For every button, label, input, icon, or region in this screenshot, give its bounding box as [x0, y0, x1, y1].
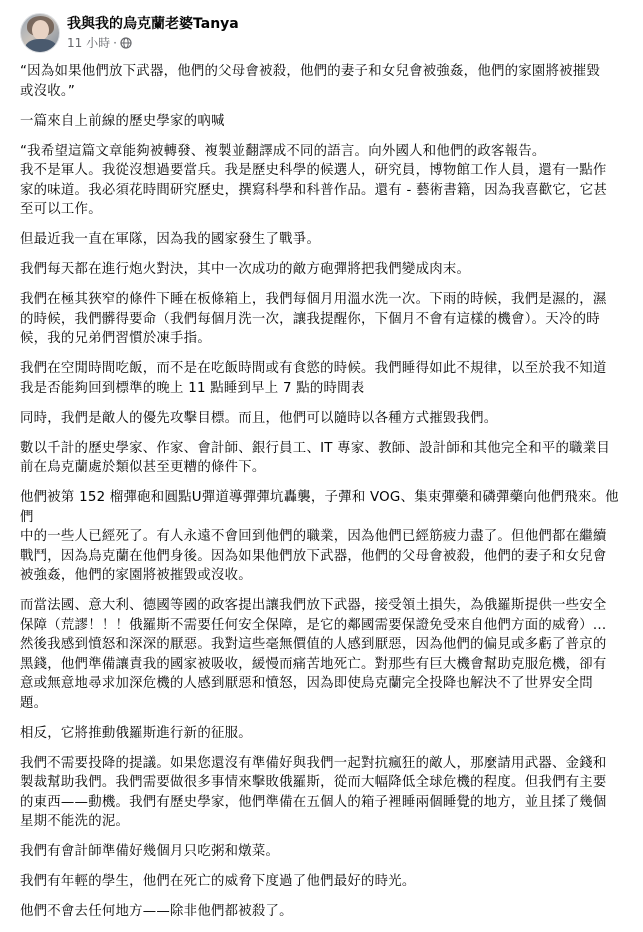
paragraph: 我們在空閒時間吃飯，而不是在吃飯時間或有食慾的時候。我們睡得如此不規律，以至於我不知道 我是否能夠回到標準的晚上 11 點睡到早上 7 點的時間表: [20, 361, 607, 396]
avatar-face: [32, 20, 49, 40]
paragraph: 他們被第 152 榴彈砲和圓點U彈道導彈彈坑轟襲，子彈和 VOG、集束彈藥和磷彈藥向他們飛來。他們 中的一些人已經死了。有人永遠不會回到他們的職業，因為他們已經筋疲力盡了。但他們都在繼續 戰鬥，因為烏克蘭在他們身後。因為如果他們放下武器，他們的父母會被殺，他們的妻子和女兒會 被強姦，他們的家園將被摧毀或沒收。: [20, 490, 619, 583]
paragraph: 我們有年輕的學生，他們在死亡的威脅下度過了他們最好的時光。: [20, 874, 416, 889]
paragraph: 我們每天都在進行炮火對決，其中一次成功的敵方砲彈將把我們變成肉末。: [20, 262, 471, 277]
globe-icon[interactable]: [120, 37, 132, 49]
paragraph: 我們有會計師準備好幾個月只吃粥和燉菜。: [20, 844, 280, 859]
post-header: [20, 13, 620, 53]
paragraph-quote: “因為如果他們放下武器，他們的父母會被殺，他們的妻子和女兒會被強姦，他們的家園將被摧毀 或沒收。”: [20, 64, 601, 99]
paragraph-intro: “我希望這篇文章能夠被轉發、複製並翻譯成不同的語言。向外國人和他們的政客報告。 我不是軍人。我從沒想過要當兵。我是歷史科學的候選人，研究員，博物館工作人員，還有一點作 家的味道。我必須花時間研究歷史，撰寫科學和科普作品。還有 - 藝術書籍，因為我喜歡它，它甚 至可以工作。: [20, 143, 607, 217]
meta-separator: ·: [113, 36, 117, 50]
paragraph: 我們在極其狹窄的條件下睡在板條箱上，我們每個月用溫水洗一次。下雨的時候，我們是濕的，濕 的時候，我們髒得要命（我們每個月洗一次，讓我提醒你，下個月不會有這樣的機會）。天冷的時 候，我的兄弟們習慣於凍手指。: [20, 292, 607, 346]
post-timestamp[interactable]: 11 小時: [67, 36, 111, 50]
author-name[interactable]: 我與我的烏克蘭老婆Tanya: [67, 16, 239, 32]
post-meta: [67, 35, 132, 51]
paragraph: 同時，我們是敵人的優先攻擊目標。而且，他們可以隨時以各種方式摧毀我們。: [20, 410, 498, 426]
paragraph: 數以千計的歷史學家、作家、會計師、銀行員工、IT 專家、教師、設計師和其他完全和平的職業目 前在烏克蘭處於類似甚至更糟的條件下。: [20, 440, 611, 475]
paragraph: 相反，它將推動俄羅斯進行新的征服。: [20, 725, 252, 741]
post-body: [20, 62, 624, 932]
author-avatar[interactable]: [20, 13, 60, 53]
paragraph: 但最近我一直在軍隊，因為我的國家發生了戰爭。: [20, 232, 321, 247]
paragraph: 我們不需要投降的提議。如果您還沒有準備好與我們一起對抗瘋狂的敵人，那麼請用武器、金錢和 製裁幫助我們。我們需要做很多事情來擊敗俄羅斯，從而大幅降低全球危機的程度。但我們有主要 的東西——動機。我們有歷史學家，他們準備在五個人的箱子裡睡兩個睡覺的地方，並且揉了幾個 星期不能洗的泥。: [20, 755, 607, 829]
paragraph: 而當法國、意大利、德國等國的政客提出讓我們放下武器，接受領土損失，為俄羅斯提供一些安全 保障（荒謬！！！俄羅斯不需要任何安全保障，是它的鄰國需要保證免受來自他們方面的威脅）... 然後我感到憤怒和深深的厭惡。我對這些毫無價值的人感到厭惡，因為他們的偏見或多虧了普京的 黑錢，他們準備讓責我的國家被吸收，緩慢而痛苦地死亡。對那些有巨大機會幫助克服危機，卻有 意或無意地尋求加深危機的人感到厭惡和憤怒，因為即使烏克蘭完全投降也解決不了世界安全問 題。: [20, 598, 607, 711]
paragraph: 他們不會去任何地方——除非他們都被殺了。: [20, 904, 293, 919]
paragraph-subtitle: 一篇來自上前線的歷史學家的吶喊: [20, 113, 225, 129]
avatar-body: [25, 39, 57, 53]
